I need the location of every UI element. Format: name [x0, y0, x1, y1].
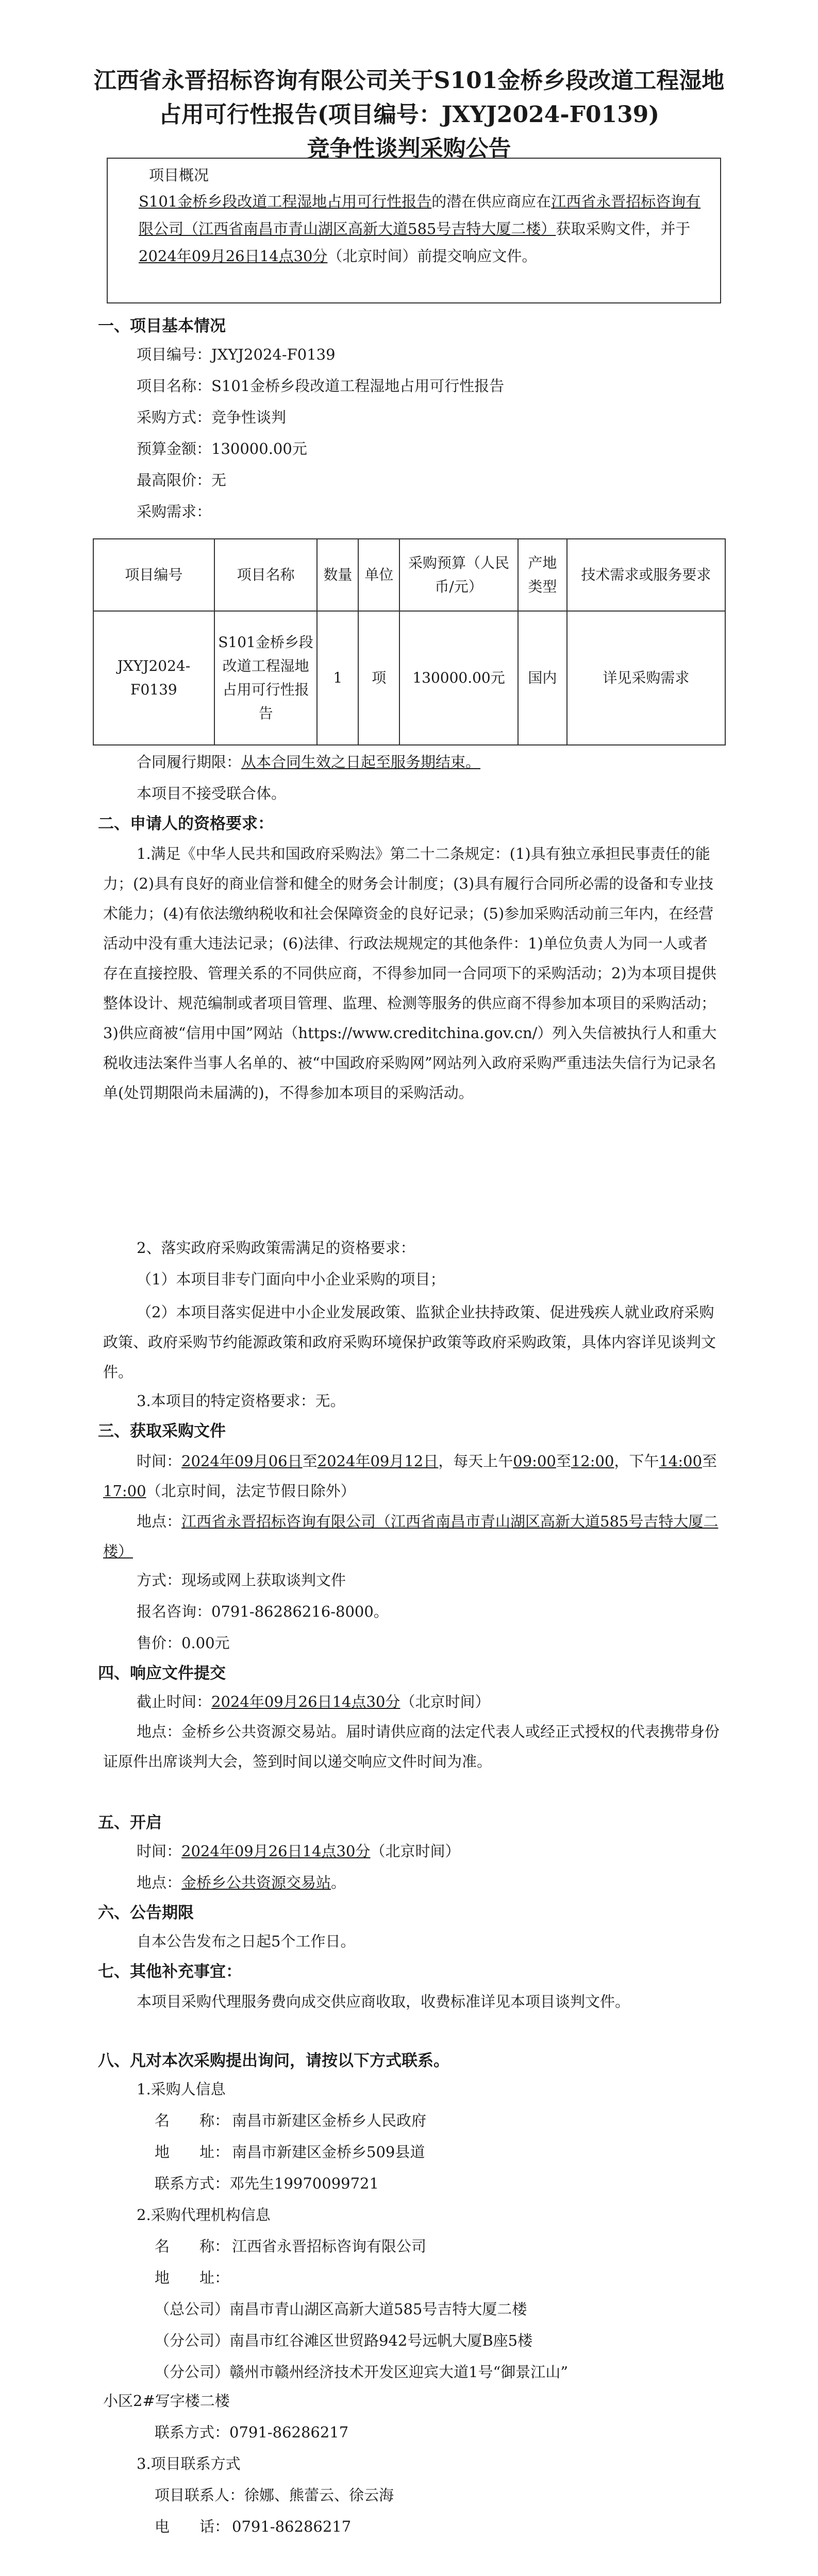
qualification-general: 1.满足《中华人民共和国政府采购法》第二十二条规定：(1)具有独立承担民事责任的能力；(2)具有良好的商业信誉和健全的财务会计制度；(3)具有履行合同所必需的设备和专业技术能力；(4)有依法缴纳税收和社会保障资金的良好记录；(5)参加采购活动前三年内，在经营活动中没有重大违法记录；(6)法律、行政法规规定的其他条件：1)单位负责人为同一人或者存在直接控股、管理关系的不同供应商，不得参加同一合同项下的采购活动；2)为本项目提供整体设计、规范编制或者项目管理、监理、检测等服务的供应商不得参加本项目的采购活动；3)供应商被“信用中国”网站（https://www.creditchina.gov.cn/）列入失信被执行人和重大税收违法案件当事人名单的、被“中国政府采购网”网站列入政府采购严重违法失信行为记录名单(处罚期限尚未届满的)，不得参加本项目的采购活动。: [103, 845, 717, 1101]
place-value: 江西省永晋招标咨询有限公司（江西省南昌市青山湖区高新大道585号吉特大厦二楼）: [103, 1513, 719, 1560]
other-matters: 本项目采购代理服务费向成交供应商收取，收费标准详见本项目谈判文件。: [137, 1993, 630, 2010]
table-header-cell: 采购预算（人民币/元）: [399, 539, 518, 611]
to-text: 至: [302, 1452, 318, 1470]
agent-name: [155, 2233, 723, 2260]
procurement-needs-label: 采购需求：: [137, 503, 212, 520]
project-code: 项目编号：JXYJ2024-F0139: [137, 346, 336, 363]
opening-place: [137, 1869, 723, 1896]
agent-address-branch-2-cont: 小区2#写字楼二楼: [103, 2392, 230, 2410]
submission-place: 地点：金桥乡公共资源交易站。届时请供应商的法定代表人或经正式授权的代表携带身份证原件出席谈判大会，签到时间以递交响应文件时间为准。: [103, 1723, 720, 1770]
agent-address-branch-1: （分公司）南昌市红谷滩区世贸路942号远帆大厦B座5楼: [155, 2332, 533, 2349]
deadline-value: 2024年09月26日14点30分: [211, 1693, 400, 1710]
pm-end: 17:00: [103, 1482, 146, 1500]
procurement-method: 采购方式：竞争性谈判: [137, 409, 287, 426]
submission-deadline: [137, 1688, 723, 1716]
agent-contact: 联系方式：0791-86286217: [155, 2424, 349, 2441]
table-cell: 详见采购需求: [567, 611, 725, 745]
agent-address-branch-2: （分公司）赣州市赣州经济技术开发区迎宾大道1号“御景江山”: [155, 2363, 569, 2381]
section-3-heading: 三、获取采购文件: [98, 1422, 226, 1440]
start-date: 2024年09月06日: [181, 1452, 303, 1470]
deadline-label: 截止时间：: [137, 1693, 212, 1710]
am-end: 12:00: [571, 1452, 614, 1470]
pm-start: 14:00: [659, 1452, 703, 1470]
buyer-name: [155, 2107, 723, 2134]
time-text: ，下午: [614, 1452, 659, 1470]
opening-time-label: 时间：: [137, 1842, 182, 1860]
table-header-cell: 项目名称: [214, 539, 318, 611]
table-header-cell: 单位: [358, 539, 399, 611]
special-qualification: 3.本项目的特定资格要求：无。: [137, 1392, 345, 1410]
consortium-note: 本项目不接受联合体。: [137, 785, 287, 802]
table-header-row: [93, 539, 725, 611]
am-start: 09:00: [513, 1452, 556, 1470]
registration-tel: 报名咨询：0791-86286216-8000。: [137, 1603, 389, 1620]
title-line-3: 竞争性谈判采购公告: [307, 135, 511, 162]
policy-item-2: （2）本项目落实促进中小企业发展政策、监狱企业扶持政策、促进残疾人就业政府采购政策、政府采购节约能源政策和政府采购环境保护政策等政府采购政策，具体内容详见谈判文件。: [103, 1303, 716, 1381]
project-contact-people: 项目联系人：徐娜、熊蕾云、徐云海: [155, 2486, 394, 2504]
agent-address-hq: （总公司）南昌市青山湖区高新大道585号吉特大厦二楼: [155, 2300, 527, 2318]
buyer-contact: 联系方式：邓先生19970099721: [155, 2175, 379, 2192]
place-label: 地点：: [137, 1513, 182, 1530]
agent-name-value: 江西省永晋招标咨询有限公司: [232, 2238, 427, 2255]
buyer-name-label: 名 称：: [155, 2112, 230, 2129]
project-tel-label: 电 话：: [155, 2518, 230, 2535]
section-4-heading: 四、响应文件提交: [98, 1664, 226, 1683]
buyer-address-value: 南昌市新建区金桥乡509县道: [232, 2143, 425, 2161]
obtain-method: 方式：现场或网上获取谈判文件: [137, 1571, 346, 1589]
table-cell: 国内: [518, 611, 567, 745]
project-overview-box: [107, 158, 721, 303]
document-price: 售价：0.00元: [137, 1634, 230, 1652]
opening-time-value: 2024年09月26日14点30分: [181, 1842, 371, 1860]
overview-text-part: （北京时间）前提交响应文件。: [327, 247, 537, 265]
contract-period: [137, 749, 723, 776]
table-cell: JXYJ2024-F0139: [93, 611, 214, 745]
title-line-2: 占用可行性报告(项目编号：JXYJ2024-F0139): [158, 101, 660, 128]
section-7-heading: 七、其他补充事宜：: [98, 1962, 242, 1981]
time-label: 时间：: [137, 1452, 182, 1470]
opening-place-value: 金桥乡公共资源交易站: [181, 1874, 331, 1891]
overview-deadline: 2024年09月26日14点30分: [139, 247, 328, 265]
table-header-cell: 技术需求或服务要求: [567, 539, 725, 611]
table-cell: S101金桥乡段改道工程湿地占用可行性报告: [214, 611, 318, 745]
overview-text-part: 的潜在供应商应在: [431, 193, 552, 210]
contract-period-label: 合同履行期限：: [137, 753, 242, 771]
time-text: （北京时间，法定节假日除外）: [146, 1482, 356, 1500]
announcement-period: 自本公告发布之日起5个工作日。: [137, 1933, 356, 1950]
policy-item-1: （1）本项目非专门面向中小企业采购的项目；: [137, 1270, 445, 1288]
opening-place-label: 地点：: [137, 1874, 182, 1891]
agent-info-title: 2.采购代理机构信息: [137, 2206, 271, 2224]
agent-address-label: 地 址：: [155, 2269, 230, 2286]
opening-time: [137, 1838, 723, 1865]
project-name: 项目名称：S101金桥乡段改道工程湿地占用可行性报告: [137, 377, 505, 395]
overview-location: 江西省永晋招标咨询有限公司（江西省南昌市青山湖区高新大道585号吉特大厦二楼）: [139, 193, 701, 238]
opening-place-tail: 。: [331, 1874, 346, 1891]
overview-label: 项目概况: [149, 166, 209, 184]
buyer-address-label: 地 址：: [155, 2143, 230, 2161]
buyer-info-title: 1.采购人信息: [137, 2080, 226, 2098]
table-cell: 130000.00元: [399, 611, 518, 745]
document-place: [103, 1506, 722, 1566]
budget-amount: 预算金额：130000.00元: [137, 440, 307, 457]
table-header-cell: 产地类型: [518, 539, 567, 611]
to-text: 至: [702, 1452, 717, 1470]
table-header-cell: 数量: [317, 539, 358, 611]
contract-period-value: 从本合同生效之日起至服务期结束。: [241, 753, 481, 771]
buyer-name-value: 南昌市新建区金桥乡人民政府: [232, 2112, 427, 2129]
table-row: [93, 611, 725, 745]
section-6-heading: 六、公告期限: [98, 1904, 194, 1922]
project-contact-title: 3.项目联系方式: [137, 2455, 241, 2472]
overview-text: [139, 188, 707, 270]
time-text: ，每天上午: [438, 1452, 513, 1470]
end-date: 2024年09月12日: [317, 1452, 439, 1470]
section-5-heading: 五、开启: [98, 1814, 162, 1832]
title-line-1: 江西省永晋招标咨询有限公司关于S101金桥乡段改道工程湿地: [93, 67, 725, 94]
requirements-table: [93, 538, 726, 745]
to-text: 至: [556, 1452, 571, 1470]
section-1-heading: 一、项目基本情况: [98, 317, 226, 335]
section-8-heading: 八、凡对本次采购提出询问，请按以下方式联系。: [98, 2052, 449, 2070]
policy-requirements: 2、落实政府采购政策需满足的资格要求：: [137, 1239, 415, 1257]
table-cell: 1: [317, 611, 358, 745]
section-2-heading: 二、申请人的资格要求：: [98, 815, 274, 833]
project-contact-tel: [155, 2513, 723, 2540]
buyer-address: [155, 2139, 723, 2166]
deadline-tail: （北京时间）: [400, 1693, 490, 1710]
table-cell: 项: [358, 611, 399, 745]
project-tel-value: 0791-86286217: [232, 2518, 352, 2535]
agent-name-label: 名 称：: [155, 2238, 230, 2255]
overview-text-part: 获取采购文件，并于: [556, 220, 691, 238]
table-header-cell: 项目编号: [93, 539, 214, 611]
opening-time-tail: （北京时间）: [370, 1842, 460, 1860]
max-price: 最高限价：无: [137, 471, 227, 489]
document-time: [103, 1446, 722, 1506]
overview-project-name: S101金桥乡段改道工程湿地占用可行性报告: [139, 193, 432, 210]
